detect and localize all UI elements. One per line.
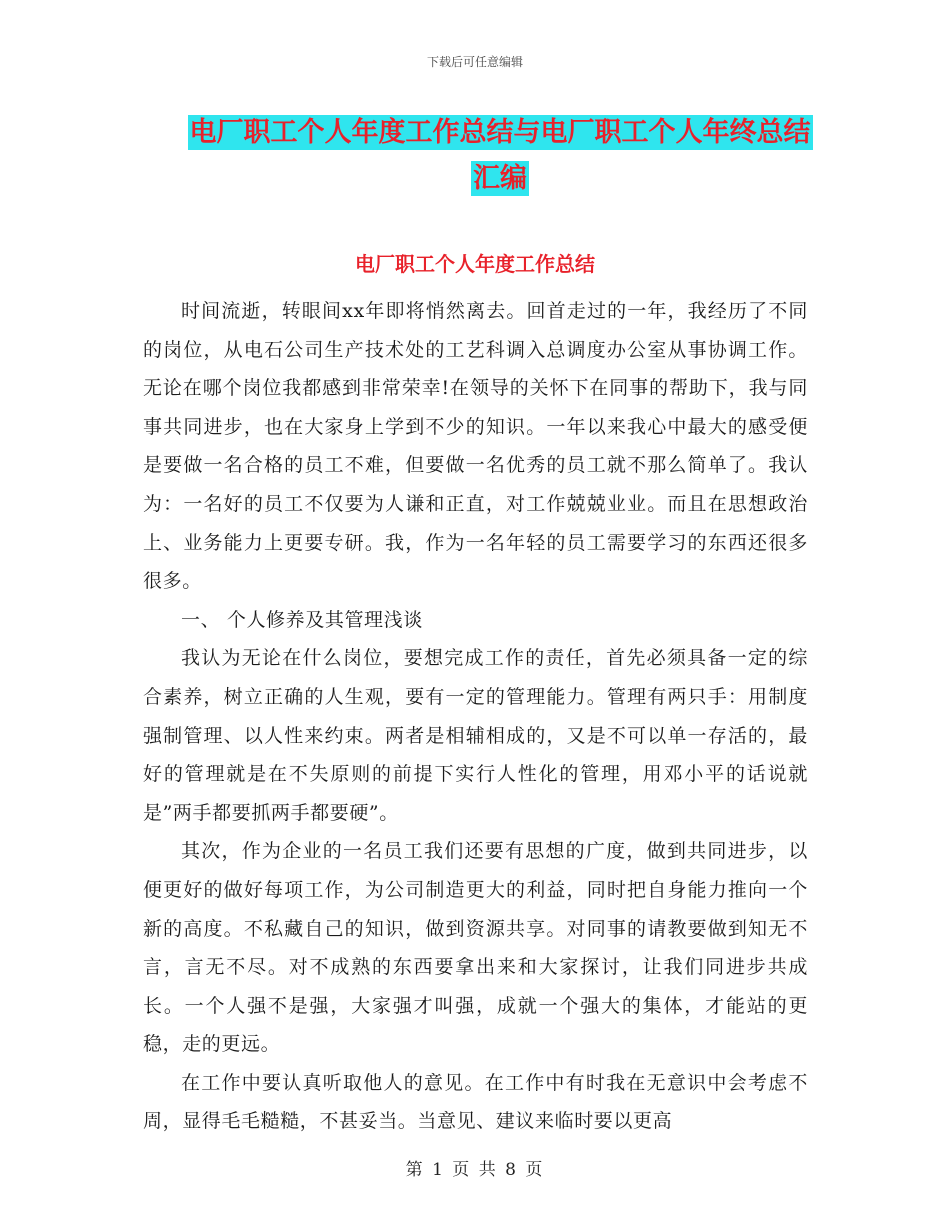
document-title (180, 110, 820, 202)
title-line-1: 电厂职工个人年度工作总结与电厂职工个人年终总结 (189, 117, 811, 148)
page-footer: 第 1 页 共 8 页 (405, 1160, 545, 1180)
paragraph: 其次，作为企业的一名员工我们还要有思想的广度，做到共同进步，以便更好的做好每项工作，为公司制造更大的利益，同时把自身能力推向一个新的高度。不私藏自己的知识，做到资源共享。对同事的请教要做到知无不言，言无不尽。对不成熟的东西要拿出来和大家探讨，让我们同进步共成长。一个人强不是强，大家强才叫强，成就一个强大的集体，才能站的更稳，走的更远。 (143, 840, 808, 1056)
subheading: 一、 个人修养及其管理浅谈 (181, 608, 423, 631)
paragraph: 时间流逝，转眼间xx年即将悄然离去。回首走过的一年，我经历了不同的岗位，从电石公司生产技术处的工艺科调入总调度办公室从事协调工作。无论在哪个岗位我都感到非常荣幸!在领导的关怀下在同事的帮助下，我与同事共同进步，也在大家身上学到不少的知识。一年以来我心中最大的感受便是要做一名合格的员工不难，但要做一名优秀的员工就不那么简单了。我认为：一名好的员工不仅要为人谦和正直，对工作兢兢业业。而且在思想政治上、业务能力上更要专研。我，作为一名年轻的员工需要学习的东西还很多很多。 (143, 300, 808, 593)
section-title: 电厂职工个人年度工作总结 (355, 252, 595, 276)
title-line-2: 汇编 (473, 163, 527, 194)
header-note: 下载后可任意编辑 (426, 55, 523, 69)
paragraph: 在工作中要认真听取他人的意见。在工作中有时我在无意识中会考虑不周，显得毛毛糙糙，不甚妥当。当意见、建议来临时要以更高 (143, 1071, 808, 1133)
paragraph: 我认为无论在什么岗位，要想完成工作的责任，首先必须具备一定的综合素养，树立正确的人生观，要有一定的管理能力。管理有两只手：用制度强制管理、以人性来约束。两者是相辅相成的，又是不可以单一存活的，最好的管理就是在不失原则的前提下实行人性化的管理，用邓小平的话说就是”两手都要抓两手都要硬”。 (143, 647, 808, 824)
body-text (143, 292, 808, 1141)
